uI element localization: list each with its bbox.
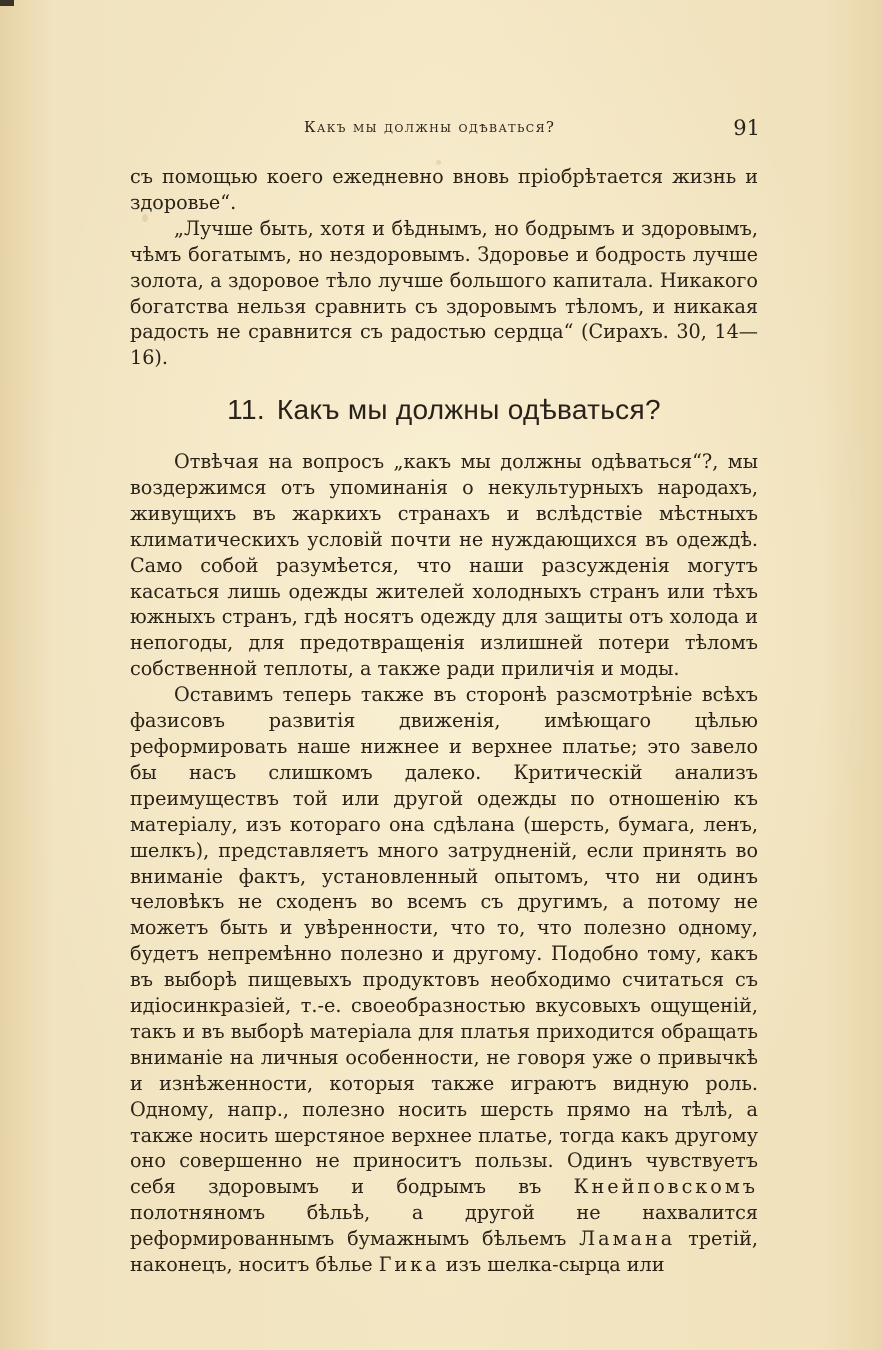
proper-name: Кнейповскомъ <box>573 1175 758 1199</box>
previous-section-text <box>130 164 758 371</box>
page-edge-mark <box>0 0 14 6</box>
section-number: 11. <box>227 394 265 425</box>
paragraph-text: третій, наконецъ, носитъ бѣлье <box>130 1227 758 1277</box>
paragraph-text: полотняномъ бѣльѣ, а другой не нахвалится реформированнымъ бумажнымъ бѣльемъ <box>130 1201 758 1251</box>
section-heading <box>130 394 758 426</box>
section-title: Какъ мы должны одѣваться? <box>276 394 661 425</box>
running-title: Какъ мы должны одѣваться? <box>304 118 556 136</box>
paragraph: Отвѣчая на вопросъ „какъ мы должны одѣваться“?, мы воздержимся отъ упоминанія о некультурныхъ народахъ, живущихъ въ жаркихъ странахъ и вслѣдствіе мѣстныхъ климатическихъ условій почти не нуждающихся въ одеждѣ. Само собой разумѣется, что наши разсужденія могутъ касаться лишь одежды жителей холодныхъ странъ или тѣхъ южныхъ странъ, гдѣ носятъ одежду для защиты отъ холода и непогоды, для предотвращенія излишней потери тѣломъ собственной теплоты, а также ради приличія и моды. <box>130 450 758 681</box>
running-head <box>130 114 760 144</box>
paragraph-text: изъ шелка-сырца или <box>445 1253 665 1277</box>
paragraph <box>130 682 758 1278</box>
proper-name: Гика <box>378 1253 440 1277</box>
page-number: 91 <box>733 116 760 140</box>
section-body <box>130 449 758 1278</box>
paragraph: „Лучше быть, хотя и бѣднымъ, но бодрымъ и здоровымъ, чѣмъ богатымъ, но нездоровымъ. Здоровье и бодрость лучше золота, а здоровое тѣло лучше большого капитала. Никакого богатства нельзя сравнить съ здоровымъ тѣломъ, и никакая радость не сравнится съ радостью сердца“ (Сирахъ. 30, 14—16). <box>130 216 758 370</box>
proper-name: Ламана <box>579 1227 676 1251</box>
paragraph: съ помощью коего ежедневно вновь пріобрѣтается жизнь и здоровье“. <box>130 165 758 214</box>
paragraph-text: Оставимъ теперь также въ сторонѣ разсмотрѣніе всѣхъ фазисовъ развитія движенія, имѣющаго цѣлью реформировать наше нижнее и верхнее платье; это завело бы насъ слишкомъ далеко. Критическій анализъ преимуществъ той или другой одежды по отношенію къ матеріалу, изъ котораго она сдѣлана (шерсть, бумага, ленъ, шелкъ), представляетъ много затрудненій, если принять во вниманіе фактъ, установленный опытомъ, что ни одинъ человѣкъ не сходенъ во всемъ съ другимъ, а потому не можетъ быть и увѣренности, что то, что полезно одному, будетъ непремѣнно полезно и другому. Подобно тому, какъ въ выборѣ пищевыхъ продуктовъ необходимо считаться съ идіосинкразіей, т.-е. своеобразностью вкусовыхъ ощущеній, такъ и въ выборѣ матеріала для платья приходится обращать вниманіе на личныя особенности, не говоря уже о привычкѣ и изнѣженности, которыя также играютъ видную роль. Одному, напр., полезно носить шерсть прямо на тѣлѣ, а также носить шерстяное верхнее платье, тогда какъ другому оно совершенно не приноситъ пользы. Одинъ чувствуетъ себя здоровымъ и бодрымъ въ <box>130 683 758 1199</box>
